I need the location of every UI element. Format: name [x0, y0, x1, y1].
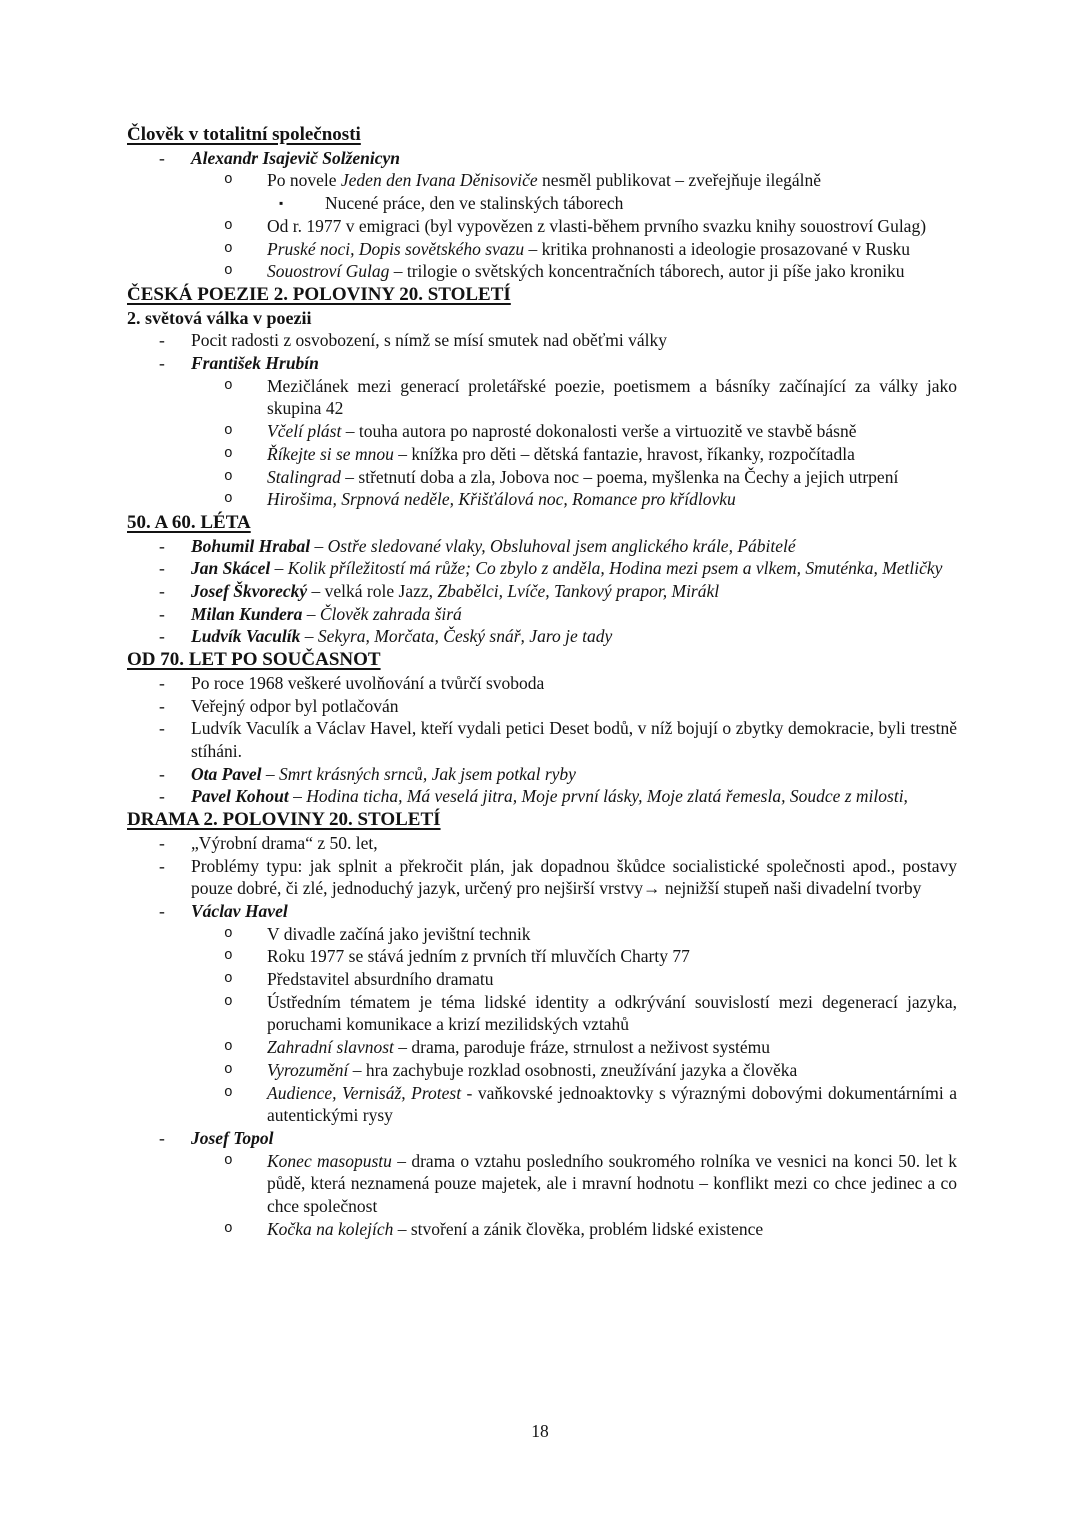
list-item-text: Zahradní slavnost – drama, paroduje fráze, strnulost a neživost systému: [267, 1037, 771, 1058]
list-item: [127, 352, 957, 375]
bullet-marker: o: [224, 217, 233, 234]
bullet-marker: -: [159, 695, 165, 716]
list-item-text: Bohumil Hrabal – Ostře sledované vlaky, Obsluhoval jsem anglického krále, Pábitelé: [191, 535, 796, 556]
list-item: [127, 1150, 957, 1218]
list-item-text: Nucené práce, den ve stalinských táborech: [325, 193, 624, 214]
bullet-marker: o: [224, 1220, 233, 1237]
list-item-text: Představitel absurdního dramatu: [267, 969, 494, 990]
list-item: [127, 466, 957, 489]
bullet-marker: -: [159, 626, 165, 647]
list-item: [127, 695, 957, 718]
list-item: [127, 1127, 957, 1150]
list-item-text: František Hrubín: [191, 353, 319, 374]
list-item-text: Hirošima, Srpnová neděle, Křišťálová noc, Romance pro křídlovku: [267, 489, 736, 510]
list-item-text: „Výrobní drama“ z 50. let,: [191, 832, 378, 853]
list-item-text: Pocit radosti z osvobození, s nímž se mísí smutek nad oběťmi války: [191, 330, 668, 351]
heading-text: OD 70. LET PO SOUČASNOT: [127, 649, 381, 671]
bullet-marker: -: [159, 147, 165, 168]
bullet-marker: o: [224, 377, 233, 394]
list-item: [127, 785, 957, 808]
list-item-text: Václav Havel: [191, 900, 288, 921]
list-item-text: Říkejte si se mnou – knížka pro děti – dětská fantazie, hravost, říkanky, rozpočítadla: [267, 443, 855, 464]
list-item-text: Audience, Vernisáž, Protest - vaňkovské jednoaktovky s výraznými dobovými dokumentárními a autentickými rysy: [267, 1082, 957, 1126]
list-item-text: Po roce 1968 veškeré uvolňování a tvůrčí svoboda: [191, 672, 545, 693]
list-item-text: Milan Kundera – Člověk zahrada širá: [191, 603, 462, 624]
list-item-text: Ludvík Vaculík a Václav Havel, kteří vydali petici Deset bodů, v níž bojují o zbytky demokracie, byli trestně stíháni.: [191, 718, 957, 761]
bullet-marker: -: [159, 603, 165, 624]
list-item: [127, 1036, 957, 1059]
list-item: [127, 991, 957, 1036]
bullet-marker: o: [224, 1039, 233, 1056]
bullet-marker: o: [224, 1152, 233, 1169]
list-item: [127, 832, 957, 855]
bullet-marker: -: [159, 558, 165, 579]
list-item: [127, 1218, 957, 1241]
bullet-marker: o: [224, 1084, 233, 1101]
list-item-text: Problémy typu: jak splnit a překročit plán, jak dopadnou škůdce socialistické společnosti apod., postavy pouze dobré, či zlé, jednoduchý jazyk, určený pro nejširší vrstvy→ nejnižší stupeň naši divadelní tvorby: [191, 855, 957, 899]
list-item: [127, 375, 957, 420]
page-number: 18: [531, 1421, 549, 1441]
list-item: [127, 260, 957, 283]
list-item-text: Vyrozumění – hra zachybuje rozklad osobnosti, zneužívání jazyka a člověka: [267, 1059, 798, 1080]
document-content: [127, 123, 957, 1240]
bullet-marker: -: [159, 581, 165, 602]
bullet-marker: o: [224, 445, 233, 462]
heading-text: Člověk v totalitní společnosti: [127, 124, 361, 145]
bullet-marker: -: [159, 535, 165, 556]
list-item-text: V divadle začíná jako jevištní technik: [267, 923, 531, 944]
list-item-text: Pruské noci, Dopis sovětského svazu – kritika prohnanosti a ideologie prosazované v Rusku: [267, 238, 910, 259]
list-item-text: Po novele Jeden den Ivana Děnisoviče nesměl publikovat – zveřejňuje ilegálně: [267, 170, 821, 191]
heading-text: 2. světová válka v poezii: [127, 307, 312, 328]
list-item: [127, 443, 957, 466]
bullet-marker: o: [224, 172, 233, 189]
bullet-marker: -: [159, 763, 165, 784]
bullet-marker: -: [159, 672, 165, 693]
list-item: [127, 717, 957, 762]
bullet-marker: -: [159, 855, 165, 876]
list-item-text: Od r. 1977 v emigraci (byl vypovězen z vlasti-během prvního svazku knihy souostroví Gulag): [267, 215, 927, 236]
list-item-text: Mezičlánek mezi generací proletářské poezie, poetismem a básníky začínající za války jako skupina 42: [267, 375, 957, 419]
list-item: [127, 968, 957, 991]
list-item: [127, 900, 957, 923]
bullet-marker: ▪: [279, 196, 284, 211]
list-item-text: Alexandr Isajevič Solženicyn: [191, 147, 401, 168]
list-item-text: Pavel Kohout – Hodina ticha, Má veselá jitra, Moje první lásky, Moje zlatá řemesla, Soudce z milosti,: [191, 786, 908, 807]
list-item: [127, 557, 957, 580]
bullet-marker: o: [224, 423, 233, 440]
list-item-text: Josef Škvorecký – velká role Jazz, Zbabělci, Lvíče, Tankový prapor, Mirákl: [191, 581, 720, 602]
section-heading: [127, 511, 957, 535]
list-item: [127, 535, 957, 558]
list-item: [127, 238, 957, 261]
section-heading: [127, 648, 957, 672]
list-item: [127, 672, 957, 695]
bullet-marker: o: [224, 491, 233, 508]
bullet-marker: o: [224, 971, 233, 988]
bullet-marker: -: [159, 1127, 165, 1148]
list-item-text: Konec masopustu – drama o vztahu posledního soukromého rolníka ve vesnici na konci 50. let k půdě, která neznamená pouze majetek, ale i mravní hodnotu – konflikt mezi co chce jedinec a co chce společnost: [267, 1150, 958, 1217]
list-item-text: Ústředním tématem je téma lidské identity a odkrývání souvislostí mezi degenerací jazyka, poruchami komunikace a krizí mezilidských vztahů: [267, 991, 957, 1035]
list-item: [127, 215, 957, 238]
list-item: [127, 855, 957, 900]
bullet-marker: o: [224, 925, 233, 942]
list-item-text: Souostroví Gulag – trilogie o světských koncentračních táborech, autor ji píše jako kroniku: [267, 261, 905, 282]
list-item: [127, 763, 957, 786]
bullet-marker: -: [159, 900, 165, 921]
list-item: [127, 169, 957, 192]
list-item: [127, 580, 957, 603]
list-item: [127, 147, 957, 170]
section-heading: [127, 808, 957, 832]
list-item: [127, 192, 957, 215]
list-item-text: Včelí plást – touha autora po naprosté dokonalosti verše a virtuozitě ve stavbě básně: [267, 421, 857, 442]
bullet-marker: o: [224, 993, 233, 1010]
list-item: [127, 1059, 957, 1082]
section-heading: [127, 123, 957, 147]
bullet-marker: o: [224, 468, 233, 485]
list-item: [127, 420, 957, 443]
bullet-marker: -: [159, 786, 165, 807]
list-item: [127, 603, 957, 626]
subsection-heading: [127, 307, 957, 330]
list-item-text: Ludvík Vaculík – Sekyra, Morčata, Český snář, Jaro je tady: [191, 626, 613, 647]
list-item-text: Stalingrad – střetnutí doba a zla, Jobova noc – poema, myšlenka na Čechy a jejich utrpení: [267, 466, 899, 487]
bullet-marker: o: [224, 1061, 233, 1078]
list-item-text: Kočka na kolejích – stvoření a zánik člověka, problém lidské existence: [267, 1218, 764, 1239]
list-item-text: Ota Pavel – Smrt krásných srnců, Jak jsem potkal ryby: [191, 763, 576, 784]
bullet-marker: -: [159, 718, 165, 739]
heading-text: ČESKÁ POEZIE 2. POLOVINY 20. STOLETÍ: [127, 283, 511, 305]
section-heading: [127, 283, 957, 307]
bullet-marker: -: [159, 353, 165, 374]
list-item: [127, 625, 957, 648]
list-item-text: Veřejný odpor byl potlačován: [191, 695, 399, 716]
bullet-marker: o: [224, 948, 233, 965]
bullet-marker: -: [159, 330, 165, 351]
list-item: [127, 945, 957, 968]
heading-text: DRAMA 2. POLOVINY 20. STOLETÍ: [127, 809, 441, 831]
list-item: [127, 923, 957, 946]
list-item-text: Jan Skácel – Kolik příležitostí má růže; Co zbylo z anděla, Hodina mezi psem a vlkem, Smuténka, Metličky: [191, 558, 943, 579]
list-item: [127, 488, 957, 511]
list-item: [127, 1082, 957, 1127]
bullet-marker: o: [224, 240, 233, 257]
bullet-marker: o: [224, 263, 233, 280]
list-item: [127, 329, 957, 352]
heading-text: 50. A 60. LÉTA: [127, 511, 251, 533]
bullet-marker: -: [159, 832, 165, 853]
list-item-text: Roku 1977 se stává jedním z prvních tří mluvčích Charty 77: [267, 946, 690, 967]
list-item-text: Josef Topol: [191, 1127, 274, 1148]
